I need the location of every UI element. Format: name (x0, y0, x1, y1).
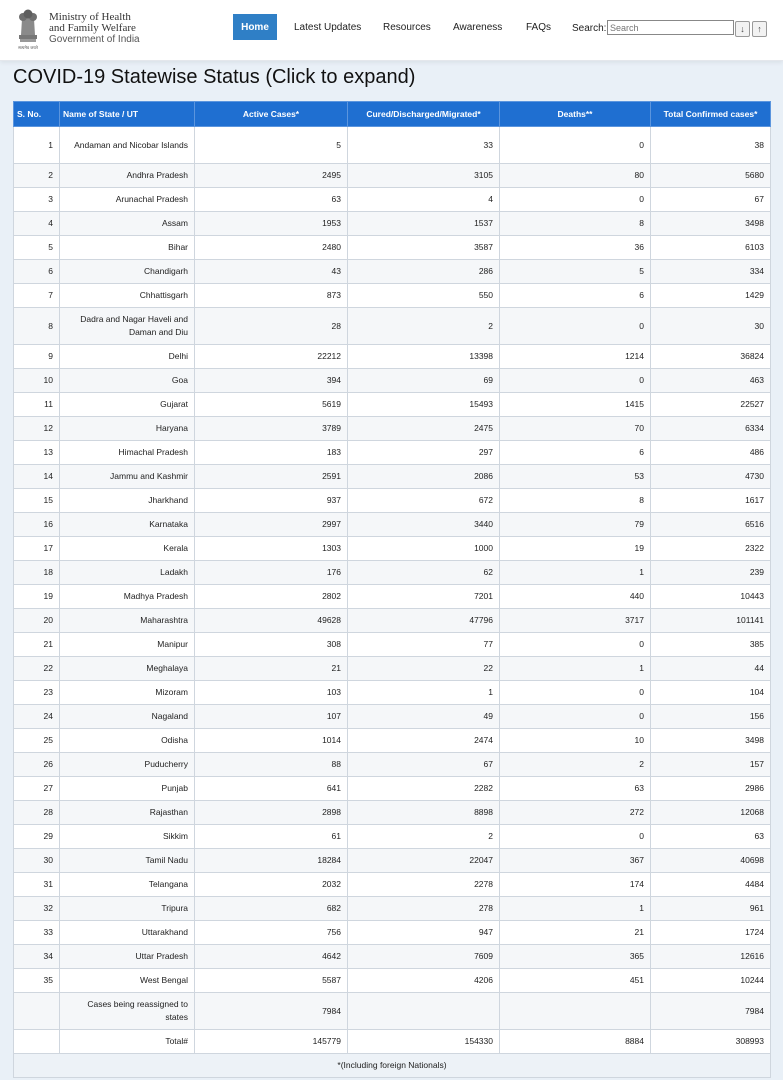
cell-total: 385 (651, 633, 771, 657)
table-row[interactable] (14, 729, 771, 753)
table-row[interactable] (14, 127, 771, 164)
cell-total: 3498 (651, 212, 771, 236)
table-row[interactable] (14, 777, 771, 801)
cell-sno: 16 (14, 513, 60, 537)
cell-total: 3498 (651, 729, 771, 753)
cell-state-name: Delhi (60, 345, 195, 369)
cell-total: 6516 (651, 513, 771, 537)
cell-cured: 2 (348, 825, 500, 849)
cell-state-name: Tamil Nadu (60, 849, 195, 873)
cell-sno (14, 1030, 60, 1054)
cell-deaths: 6 (500, 441, 651, 465)
cell-cured: 278 (348, 897, 500, 921)
cell-deaths: 440 (500, 585, 651, 609)
cell-cured: 7201 (348, 585, 500, 609)
nav-faqs[interactable]: FAQs (526, 22, 552, 33)
national-emblem-logo[interactable] (13, 5, 43, 51)
cell-deaths: 0 (500, 308, 651, 345)
cell-cured: 4206 (348, 969, 500, 993)
cell-sno: 33 (14, 921, 60, 945)
cell-active: 61 (195, 825, 348, 849)
cell-total: 5680 (651, 164, 771, 188)
cell-sno: 21 (14, 633, 60, 657)
cell-deaths: 174 (500, 873, 651, 897)
cell-state-name: Mizoram (60, 681, 195, 705)
cell-active: 5619 (195, 393, 348, 417)
cell-cured: 3587 (348, 236, 500, 260)
cell-sno: 1 (14, 127, 60, 164)
cell-deaths: 8 (500, 212, 651, 236)
nav-resources[interactable]: Resources (383, 22, 431, 33)
cell-deaths: 21 (500, 921, 651, 945)
cell-cured: 47796 (348, 609, 500, 633)
cell-deaths: 8 (500, 489, 651, 513)
cell-active: 2480 (195, 236, 348, 260)
cell-cured: 7609 (348, 945, 500, 969)
cell-sno: 14 (14, 465, 60, 489)
cell-sno: 10 (14, 369, 60, 393)
cell-cured: 49 (348, 705, 500, 729)
cell-total: 1429 (651, 284, 771, 308)
table-row[interactable] (14, 873, 771, 897)
cell-sno: 18 (14, 561, 60, 585)
cell-deaths: 0 (500, 188, 651, 212)
table-row[interactable] (14, 801, 771, 825)
cell-total: 2986 (651, 777, 771, 801)
cell-total: 157 (651, 753, 771, 777)
cell-state-name: Puducherry (60, 753, 195, 777)
cell-active: 937 (195, 489, 348, 513)
cell-cured: 1000 (348, 537, 500, 561)
cell-sno: 17 (14, 537, 60, 561)
cell-active: 2591 (195, 465, 348, 489)
header-total-confirmed[interactable]: Total Confirmed cases* (651, 102, 771, 127)
cell-cured: 3440 (348, 513, 500, 537)
cell-sno: 25 (14, 729, 60, 753)
cell-deaths: 19 (500, 537, 651, 561)
table-row[interactable] (14, 537, 771, 561)
cell-total: 156 (651, 705, 771, 729)
cell-cured: 69 (348, 369, 500, 393)
cell-active: 682 (195, 897, 348, 921)
nav-home-tab[interactable]: Home (233, 14, 277, 40)
cell-cured: 2474 (348, 729, 500, 753)
cell-active: 394 (195, 369, 348, 393)
cell-active: 145779 (195, 1030, 348, 1054)
cell-cured: 154330 (348, 1030, 500, 1054)
cell-total: 6103 (651, 236, 771, 260)
cell-active: 1014 (195, 729, 348, 753)
cell-state-name: Uttarakhand (60, 921, 195, 945)
cell-deaths: 70 (500, 417, 651, 441)
cell-active: 3789 (195, 417, 348, 441)
cell-active: 308 (195, 633, 348, 657)
cell-cured: 1537 (348, 212, 500, 236)
cell-cured: 2282 (348, 777, 500, 801)
cell-active: 5587 (195, 969, 348, 993)
cell-total: 36824 (651, 345, 771, 369)
cell-total: 2322 (651, 537, 771, 561)
cell-cured: 77 (348, 633, 500, 657)
cell-state-name: Chandigarh (60, 260, 195, 284)
table-row[interactable] (14, 633, 771, 657)
table-row[interactable] (14, 705, 771, 729)
cell-total: 38 (651, 127, 771, 164)
cell-active: 4642 (195, 945, 348, 969)
cell-sno: 15 (14, 489, 60, 513)
header-state-name[interactable]: Name of State / UT (60, 102, 195, 127)
cell-sno: 32 (14, 897, 60, 921)
cell-state-name: Jammu and Kashmir (60, 465, 195, 489)
cell-state-name: Nagaland (60, 705, 195, 729)
cell-active: 63 (195, 188, 348, 212)
cell-sno: 26 (14, 753, 60, 777)
cell-total: 961 (651, 897, 771, 921)
page-title[interactable]: COVID-19 Statewise Status (Click to expand) (13, 66, 416, 88)
table-row[interactable] (14, 513, 771, 537)
table-row[interactable] (14, 825, 771, 849)
cell-state-name: Andhra Pradesh (60, 164, 195, 188)
table-body (14, 127, 771, 1078)
cell-deaths: 1 (500, 897, 651, 921)
sort-up-button[interactable]: ↑ (752, 21, 767, 37)
nav-awareness[interactable]: Awareness (453, 22, 503, 33)
cell-deaths: 3717 (500, 609, 651, 633)
cell-total: 463 (651, 369, 771, 393)
cell-active: 1303 (195, 537, 348, 561)
cell-deaths: 10 (500, 729, 651, 753)
cell-cured: 947 (348, 921, 500, 945)
cell-cured: 672 (348, 489, 500, 513)
cell-state-name: West Bengal (60, 969, 195, 993)
cell-state-name: Madhya Pradesh (60, 585, 195, 609)
cell-sno: 5 (14, 236, 60, 260)
cell-cured: 286 (348, 260, 500, 284)
cell-state-name: Tripura (60, 897, 195, 921)
cell-total: 22527 (651, 393, 771, 417)
table-row[interactable] (14, 236, 771, 260)
table-row[interactable] (14, 609, 771, 633)
table-row[interactable] (14, 585, 771, 609)
cell-deaths: 36 (500, 236, 651, 260)
nav-latest-updates[interactable]: Latest Updates (294, 22, 362, 33)
table-row[interactable] (14, 164, 771, 188)
search-input[interactable] (607, 20, 734, 35)
cell-active: 107 (195, 705, 348, 729)
cell-sno: 34 (14, 945, 60, 969)
cell-state-name: Karnataka (60, 513, 195, 537)
cell-deaths: 6 (500, 284, 651, 308)
header-deaths[interactable]: Deaths** (500, 102, 651, 127)
table-row[interactable] (14, 969, 771, 993)
cell-active: 2802 (195, 585, 348, 609)
cell-state-name: Jharkhand (60, 489, 195, 513)
cell-sno (14, 993, 60, 1030)
cell-state-name: Gujarat (60, 393, 195, 417)
cell-state-name: Sikkim (60, 825, 195, 849)
cell-deaths: 0 (500, 369, 651, 393)
cell-sno: 19 (14, 585, 60, 609)
cell-state-name: Uttar Pradesh (60, 945, 195, 969)
cell-active: 756 (195, 921, 348, 945)
cell-sno: 24 (14, 705, 60, 729)
cell-sno: 3 (14, 188, 60, 212)
statewise-table-container (13, 101, 771, 1078)
table-header-row (14, 102, 771, 127)
cell-cured: 13398 (348, 345, 500, 369)
table-row[interactable] (14, 849, 771, 873)
cell-sno: 6 (14, 260, 60, 284)
svg-text:सत्यमेव जयते: सत्यमेव जयते (18, 45, 38, 50)
table-row[interactable] (14, 465, 771, 489)
cell-sno: 29 (14, 825, 60, 849)
top-navbar (0, 0, 783, 61)
cell-sno: 13 (14, 441, 60, 465)
cell-active: 49628 (195, 609, 348, 633)
table-row[interactable] (14, 188, 771, 212)
cell-total: 101141 (651, 609, 771, 633)
cell-state-name: Manipur (60, 633, 195, 657)
cell-state-name: Assam (60, 212, 195, 236)
cell-state-name: Haryana (60, 417, 195, 441)
cell-state-name: Odisha (60, 729, 195, 753)
cell-deaths: 0 (500, 633, 651, 657)
cell-deaths: 63 (500, 777, 651, 801)
cell-sno: 27 (14, 777, 60, 801)
cell-deaths: 1214 (500, 345, 651, 369)
table-row[interactable] (14, 945, 771, 969)
cell-total: 4484 (651, 873, 771, 897)
statewise-status-table (13, 101, 771, 1078)
cell-deaths: 367 (500, 849, 651, 873)
cell-total: 334 (651, 260, 771, 284)
cell-cured: 297 (348, 441, 500, 465)
cell-deaths: 365 (500, 945, 651, 969)
header-sno[interactable]: S. No. (14, 102, 60, 127)
cell-active: 2898 (195, 801, 348, 825)
cell-cured: 33 (348, 127, 500, 164)
cell-cured: 22047 (348, 849, 500, 873)
table-row[interactable] (14, 561, 771, 585)
cell-total: 1724 (651, 921, 771, 945)
cell-state-name: Meghalaya (60, 657, 195, 681)
cell-total: 1617 (651, 489, 771, 513)
cell-state-name: Goa (60, 369, 195, 393)
brand-line-3: Government of India (49, 34, 140, 45)
cell-total: 239 (651, 561, 771, 585)
cell-cured: 67 (348, 753, 500, 777)
cell-active: 183 (195, 441, 348, 465)
cell-total: 10244 (651, 969, 771, 993)
cell-active: 5 (195, 127, 348, 164)
cell-deaths: 0 (500, 825, 651, 849)
cell-deaths: 53 (500, 465, 651, 489)
cell-sno: 35 (14, 969, 60, 993)
cell-sno: 12 (14, 417, 60, 441)
cell-sno: 31 (14, 873, 60, 897)
table-row[interactable] (14, 897, 771, 921)
cell-state-name: Andaman and Nicobar Islands (60, 127, 195, 164)
table-row[interactable] (14, 993, 771, 1030)
cell-active: 873 (195, 284, 348, 308)
cell-sno: 20 (14, 609, 60, 633)
cell-active: 641 (195, 777, 348, 801)
cell-deaths: 79 (500, 513, 651, 537)
table-row[interactable] (14, 369, 771, 393)
cell-sno: 23 (14, 681, 60, 705)
table-row[interactable] (14, 284, 771, 308)
table-row[interactable] (14, 212, 771, 236)
cell-state-name: Arunachal Pradesh (60, 188, 195, 212)
cell-total: 63 (651, 825, 771, 849)
cell-cured: 2475 (348, 417, 500, 441)
cell-active: 21 (195, 657, 348, 681)
table-row[interactable] (14, 441, 771, 465)
cell-deaths: 1 (500, 561, 651, 585)
cell-sno: 8 (14, 308, 60, 345)
cell-state-name: Dadra and Nagar Haveli and Daman and Diu (60, 308, 195, 345)
cell-sno: 30 (14, 849, 60, 873)
cell-total: 10443 (651, 585, 771, 609)
cell-total: 12068 (651, 801, 771, 825)
search-label: Search: (572, 23, 607, 34)
cell-active: 43 (195, 260, 348, 284)
table-row[interactable] (14, 260, 771, 284)
table-row[interactable] (14, 921, 771, 945)
cell-sno: 2 (14, 164, 60, 188)
cell-total: 308993 (651, 1030, 771, 1054)
cell-deaths: 1 (500, 657, 651, 681)
cell-sno: 22 (14, 657, 60, 681)
cell-deaths: 2 (500, 753, 651, 777)
cell-total: 486 (651, 441, 771, 465)
cell-total: 7984 (651, 993, 771, 1030)
header-active-cases[interactable]: Active Cases* (195, 102, 348, 127)
cell-deaths: 0 (500, 681, 651, 705)
cell-total: 30 (651, 308, 771, 345)
table-row[interactable] (14, 308, 771, 345)
cell-deaths: 80 (500, 164, 651, 188)
cell-active: 88 (195, 753, 348, 777)
table-row[interactable] (14, 393, 771, 417)
footnote-text: *(Including foreign Nationals) (14, 1054, 771, 1078)
cell-state-name: Rajasthan (60, 801, 195, 825)
cell-cured: 4 (348, 188, 500, 212)
cell-total: 40698 (651, 849, 771, 873)
cell-deaths: 0 (500, 127, 651, 164)
cell-cured: 2 (348, 308, 500, 345)
brand-line-1: Ministry of Health (49, 11, 131, 23)
brand-line-2: and Family Welfare (49, 22, 136, 34)
cell-sno: 9 (14, 345, 60, 369)
cell-state-name: Chhattisgarh (60, 284, 195, 308)
cell-deaths: 5 (500, 260, 651, 284)
cell-total: 67 (651, 188, 771, 212)
cell-total: 44 (651, 657, 771, 681)
cell-active: 1953 (195, 212, 348, 236)
cell-cured: 15493 (348, 393, 500, 417)
cell-active: 2495 (195, 164, 348, 188)
cell-cured: 2278 (348, 873, 500, 897)
cell-deaths (500, 993, 651, 1030)
cell-active: 2997 (195, 513, 348, 537)
header-cured[interactable]: Cured/Discharged/Migrated* (348, 102, 500, 127)
cell-deaths: 1415 (500, 393, 651, 417)
cell-state-name: Bihar (60, 236, 195, 260)
cell-cured: 8898 (348, 801, 500, 825)
cell-cured: 22 (348, 657, 500, 681)
table-row[interactable] (14, 657, 771, 681)
cell-state-name: Punjab (60, 777, 195, 801)
cell-state-name: Cases being reassigned to states (60, 993, 195, 1030)
table-row[interactable] (14, 753, 771, 777)
cell-cured: 3105 (348, 164, 500, 188)
cell-active: 176 (195, 561, 348, 585)
cell-deaths: 8884 (500, 1030, 651, 1054)
cell-active: 103 (195, 681, 348, 705)
cell-active: 18284 (195, 849, 348, 873)
cell-total: 6334 (651, 417, 771, 441)
cell-sno: 28 (14, 801, 60, 825)
table-row[interactable] (14, 345, 771, 369)
ministry-brand[interactable] (49, 12, 140, 45)
cell-cured: 62 (348, 561, 500, 585)
cell-state-name: Maharashtra (60, 609, 195, 633)
cell-active: 7984 (195, 993, 348, 1030)
cell-state-name: Total# (60, 1030, 195, 1054)
cell-sno: 7 (14, 284, 60, 308)
table-row[interactable] (14, 489, 771, 513)
table-row[interactable] (14, 417, 771, 441)
footnote-row (14, 1054, 771, 1078)
cell-deaths: 272 (500, 801, 651, 825)
cell-cured: 1 (348, 681, 500, 705)
table-row[interactable] (14, 681, 771, 705)
cell-deaths: 451 (500, 969, 651, 993)
cell-cured (348, 993, 500, 1030)
cell-active: 28 (195, 308, 348, 345)
cell-sno: 11 (14, 393, 60, 417)
cell-total: 4730 (651, 465, 771, 489)
cell-cured: 550 (348, 284, 500, 308)
cell-state-name: Kerala (60, 537, 195, 561)
cell-active: 2032 (195, 873, 348, 897)
cell-sno: 4 (14, 212, 60, 236)
cell-cured: 2086 (348, 465, 500, 489)
cell-total: 104 (651, 681, 771, 705)
cell-deaths: 0 (500, 705, 651, 729)
cell-active: 22212 (195, 345, 348, 369)
sort-down-button[interactable]: ↓ (735, 21, 750, 37)
cell-state-name: Telangana (60, 873, 195, 897)
table-row[interactable] (14, 1030, 771, 1054)
cell-state-name: Himachal Pradesh (60, 441, 195, 465)
cell-total: 12616 (651, 945, 771, 969)
cell-state-name: Ladakh (60, 561, 195, 585)
